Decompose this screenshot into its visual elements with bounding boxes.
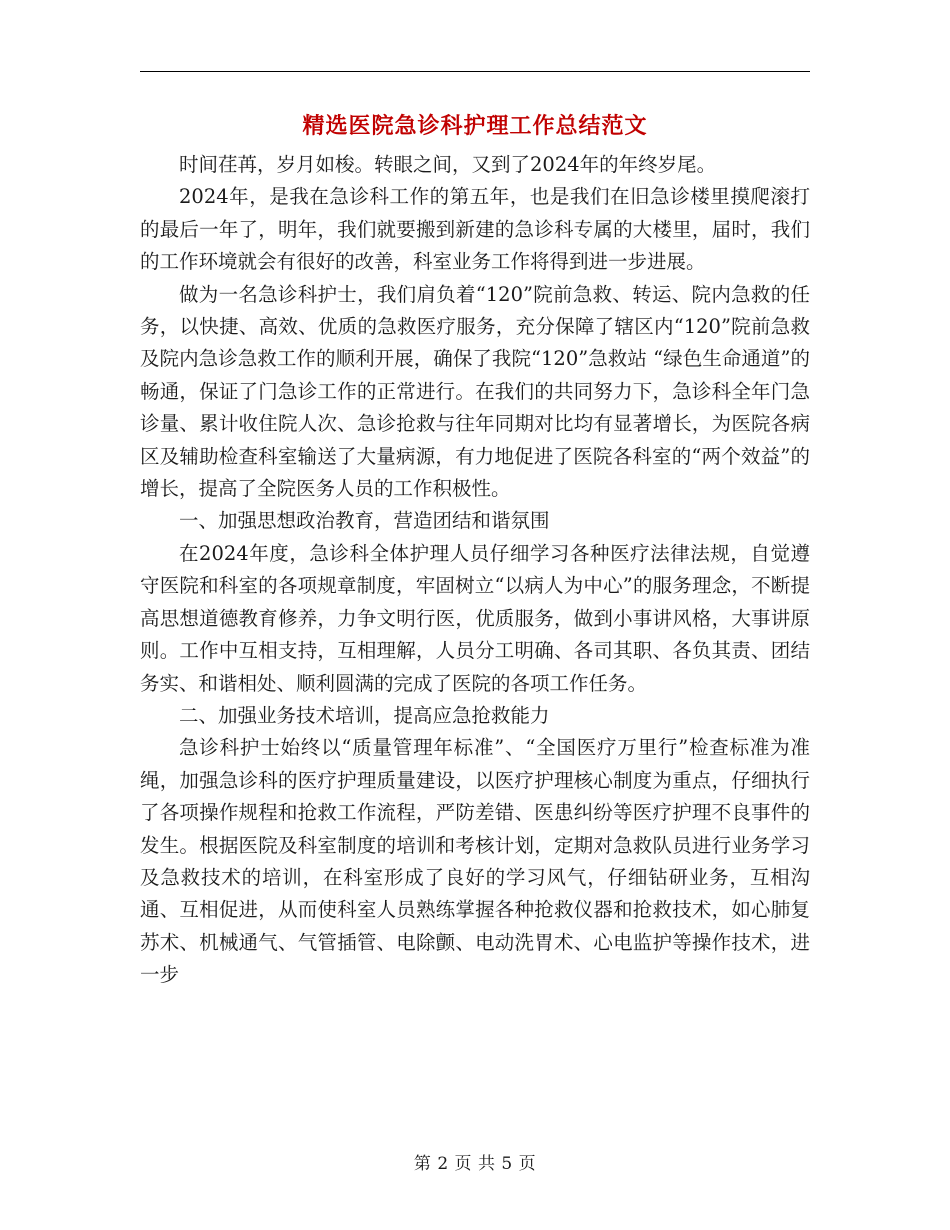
document-body [140,149,810,992]
paragraph-year-summary: 2024年，是我在急诊科工作的第五年，也是我们在旧急诊楼里摸爬滚打的最后一年了，明年，我们就要搬到新建的急诊科专属的大楼里，届时，我们的工作环境就会有很好的改善，科室业务工作将得到进一步进展。 [140,185,810,274]
section-heading-2: 二、加强业务技术培训，提高应急抢救能力 [179,703,550,727]
header-rule [140,71,810,72]
paragraph-duties: 做为一名急诊科护士，我们肩负着“120”院前急救、转运、院内急救的任务，以快捷、高效、优质的急救医疗服务，充分保障了辖区内“120”院前急救及院内急诊急救工作的顺利开展，确保了我院“120”急救站 “绿色生命通道”的畅通，保证了门急诊工作的正常进行。在我们的共同努力下，急诊科全年门急诊量、累计收住院人次、急诊抢救与往年同期对比均有显著增长，为医院各病区及辅助检查科室输送了大量病源，有力地促进了医院各科室的“两个效益”的增长，提高了全院医务人员的工作积极性。 [140,282,810,501]
page-number-footer: 第 2 页 共 5 页 [413,1154,537,1174]
document-title: 精选医院急诊科护理工作总结范文 [302,113,648,139]
paragraph-section-1: 在2024年度，急诊科全体护理人员仔细学习各种医疗法律法规，自觉遵守医院和科室的各项规章制度，牢固树立“以病人为中心”的服务理念，不断提高思想道德教育修养，力争文明行医，优质服务，做到小事讲风格，大事讲原则。工作中互相支持，互相理解，人员分工明确、各司其职、各负其责、团结务实、和谐相处、顺利圆满的完成了医院的各项工作任务。 [140,541,810,695]
section-heading-1: 一、加强思想政治教育，营造团结和谐氛围 [179,509,550,533]
paragraph-intro: 时间荏苒，岁月如梭。转眼之间，又到了2024年的年终岁尾。 [179,153,717,176]
paragraph-section-2: 急诊科护士始终以“质量管理年标准”、“全国医疗万里行”检查标准为准绳，加强急诊科的医疗护理质量建设，以医疗护理核心制度为重点，仔细执行了各项操作规程和抢救工作流程，严防差错、医患纠纷等医疗护理不良事件的发生。根据医院及科室制度的培训和考核计划，定期对急救队员进行业务学习及急救技术的培训，在科室形成了良好的学习风气，仔细钻研业务，互相沟通、互相促进，从而使科室人员熟练掌握各种抢救仪器和抢救技术，如心肺复苏术、机械通气、气管插管、电除颤、电动洗胃术、心电监护等操作技术，进一步 [140,736,810,987]
